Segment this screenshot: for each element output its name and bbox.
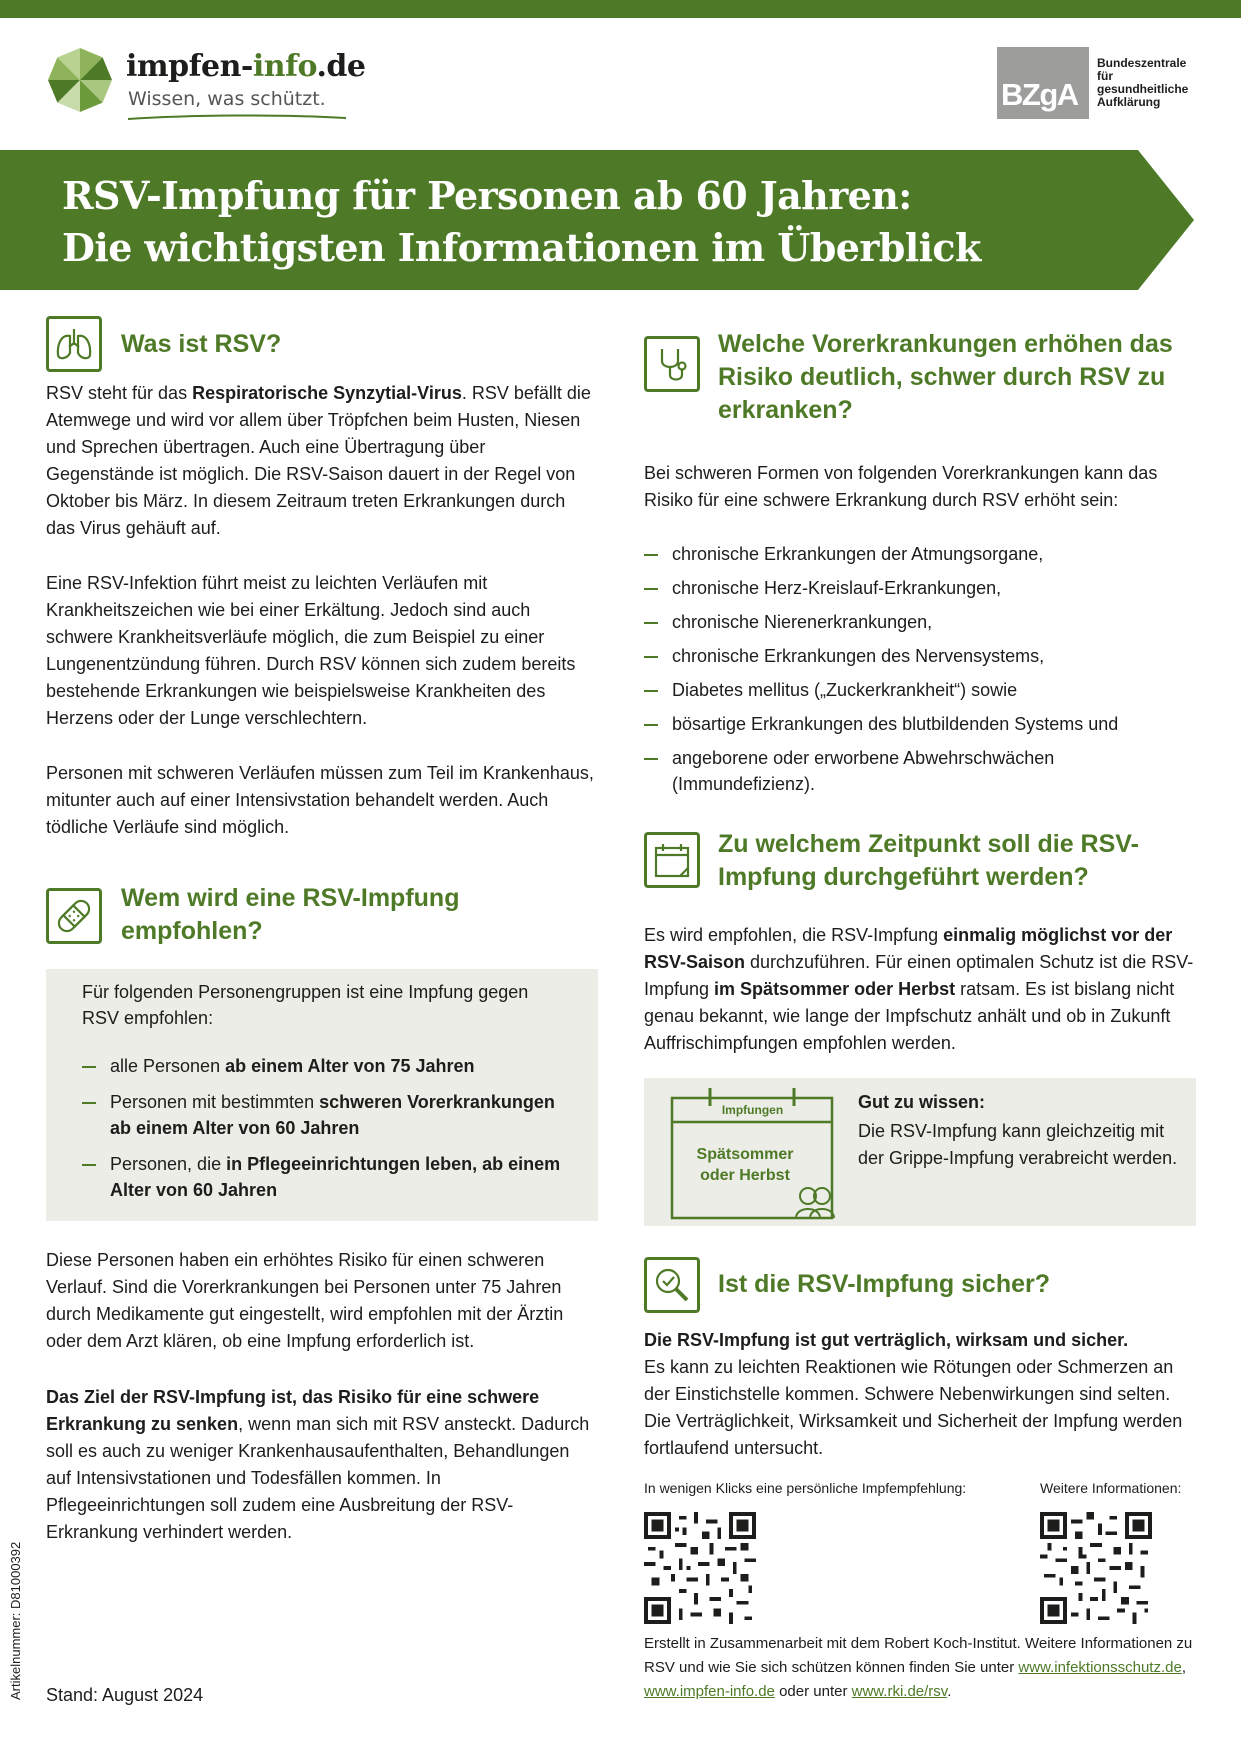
- paragraph-rsv-infection: Eine RSV-Infektion führt meist zu leichten Verläufen mit Krankheitszeichen wie bei einer Erkältung. Jedoch sind auch schwere Krankheitsverläufe möglich, die zum Beispiel zu einer Lungenentzündung führen. Durch RSV können sich zudem bereits bestehende Erkrankungen wie beispielsweise Krankheiten des Herzens oder der Lunge verschlechtern.: [46, 573, 576, 728]
- logo-claim: Wissen, was schützt.: [128, 88, 326, 110]
- stand-date: Stand: August 2024: [46, 1685, 204, 1705]
- vorerkrankungen-list: [644, 541, 1184, 797]
- calendar-icon: [644, 832, 700, 888]
- tip-box: [644, 1078, 1196, 1226]
- impfen-info-logo[interactable]: [46, 46, 376, 120]
- section-heading-wem-empfohlen: Wem wird eine RSV-Impfung empfohlen?: [121, 884, 460, 945]
- logo-swoosh: [128, 112, 348, 122]
- link-impfen-info[interactable]: www.impfen-info.de: [644, 1683, 775, 1700]
- paragraph-rsv-definition: RSV steht für das Respiratorische Synzytial-Virus. RSV befällt die Atemwege und wird vor allem über Tröpfchen beim Husten, Niesen und Sprechen übertragen. Auch eine Übertragung über Gegenstände ist möglich. Die RSV-Saison dauert in der Regel von Oktober bis März. In diesem Zeitraum treten Erkrankungen durch das Virus gehäuft auf.: [46, 383, 591, 538]
- recommendation-list: [82, 1053, 562, 1203]
- qr-code-impfempfehlung[interactable]: [644, 1512, 756, 1624]
- footer-note: Erstellt in Zusammenarbeit mit dem Robert Koch-Institut. Weitere Informationen zu RSV und wie Sie sich schützen können finden Sie unter www.infektionsschutz.de, www.impfen-info.de oder unter www.rki.de/rsv.: [644, 1635, 1193, 1700]
- list-item: chronische Erkrankungen der Atmungsorgane,: [644, 541, 1184, 567]
- page-title: RSV-Impfung für Personen ab 60 Jahren: Die wichtigsten Informationen im Überblick: [62, 173, 981, 270]
- list-item: Personen mit bestimmten schweren Vorerkrankungen ab einem Alter von 60 Jahren: [82, 1089, 562, 1141]
- section-heading-sicher: Ist die RSV-Impfung sicher?: [718, 1270, 1050, 1298]
- section-heading-was-ist-rsv: Was ist RSV?: [121, 330, 282, 358]
- tip-text: Die RSV-Impfung kann gleichzeitig mit der Grippe-Impfung verabreicht werden.: [858, 1121, 1178, 1168]
- qr-label-right: Weitere Informationen:: [1040, 1480, 1182, 1496]
- paragraph-sicherheit: Die RSV-Impfung ist gut verträglich, wirksam und sicher. Es kann zu leichten Reaktionen wie Rötungen oder Schmerzen an der Einstichstelle kommen. Schwere Nebenwirkungen sind selten. Die Verträglichkeit, Wirksamkeit und Sicherheit der Impfung werden fortlaufend untersucht.: [644, 1330, 1183, 1458]
- list-item: Personen, die in Pflegeeinrichtungen leben, ab einem Alter von 60 Jahren: [82, 1151, 562, 1203]
- umbrella-logo-icon: [46, 46, 114, 114]
- list-item: chronische Herz-Kreislauf-Erkrankungen,: [644, 575, 1184, 601]
- list-item: chronische Erkrankungen des Nervensystems,: [644, 643, 1184, 669]
- qr-code-weitere-informationen[interactable]: [1040, 1512, 1152, 1624]
- recommendation-box: [46, 969, 598, 1221]
- article-number: Artikelnummer: D81000392: [8, 1541, 23, 1700]
- recommendation-intro: Für folgenden Personengruppen ist eine Impfung gegen RSV empfohlen:: [82, 982, 529, 1028]
- bzga-name: Bundeszentrale für gesundheitliche Aufklärung: [1097, 56, 1189, 109]
- bzga-mark: BZgA: [997, 47, 1089, 119]
- section-heading-zeitpunkt: Zu welchem Zeitpunkt soll die RSV- Impfung durchgeführt werden?: [718, 830, 1139, 891]
- list-item: angeborene oder erworbene Abwehrschwächen (Immundefizienz).: [644, 745, 1184, 797]
- stethoscope-icon: [644, 336, 700, 392]
- paragraph-rsv-hospital: Personen mit schweren Verläufen müssen zum Teil im Krankenhaus, mitunter auch auf einer Intensivstation behandelt werden. Auch tödliche Verläufe sind möglich.: [46, 763, 594, 837]
- link-infektionsschutz[interactable]: www.infektionsschutz.de: [1018, 1659, 1182, 1676]
- bandage-icon: [46, 888, 102, 944]
- logo-wordmark: impfen-info.de: [126, 49, 366, 84]
- title-banner: [0, 150, 1195, 290]
- calendar-label: Impfungen: [721, 1103, 784, 1117]
- section-heading-vorerkrankungen: Welche Vorerkrankungen erhöhen das Risiko deutlich, schwer durch RSV zu erkranken?: [718, 330, 1173, 424]
- magnifier-check-icon: [644, 1257, 700, 1313]
- paragraph-vorerkrankungen-intro: Bei schweren Formen von folgenden Vorerkrankungen kann das Risiko für eine schwere Erkrankung durch RSV erhöht sein:: [644, 463, 1158, 510]
- paragraph-goal: Das Ziel der RSV-Impfung ist, das Risiko für eine schwere Erkrankung zu senken, wenn man sich mit RSV ansteckt. Dadurch soll es auch zu weniger Krankenhausaufenthalten, Behandlungen auf Intensivstationen und Todesfällen kommen. In Pflegeeinrichtungen soll zudem eine Ausbreitung der RSV-Erkrankung verhindert werden.: [46, 1387, 590, 1542]
- bzga-logo[interactable]: [997, 47, 1197, 119]
- top-color-bar: [0, 0, 1241, 18]
- paragraph-risk: Diese Personen haben ein erhöhtes Risiko für einen schweren Verlauf. Sind die Vorerkrankungen bei Personen unter 75 Jahren durch Medikamente gut eingestellt, wird empfohlen mit der Ärztin oder dem Arzt klären, ob eine Impfung erforderlich ist.: [46, 1250, 564, 1351]
- list-item: Diabetes mellitus („Zuckerkrankheit“) sowie: [644, 677, 1184, 703]
- paragraph-zeitpunkt: Es wird empfohlen, die RSV-Impfung einmalig möglichst vor der RSV-Saison durchzuführen. Für einen optimalen Schutz ist die RSV-Impfung im Spätsommer oder Herbst ratsam. Es ist bislang nicht genau bekannt, wie lange der Impfschutz anhält und ob in Zukunft Auffrischimpfungen empfohlen werden.: [644, 925, 1194, 1053]
- qr-label-left: In wenigen Klicks eine persönliche Impfempfehlung:: [644, 1480, 967, 1496]
- list-item: alle Personen ab einem Alter von 75 Jahren: [82, 1053, 562, 1079]
- list-item: bösartige Erkrankungen des blutbildenden Systems und: [644, 711, 1184, 737]
- lungs-icon: [46, 316, 102, 372]
- list-item: chronische Nierenerkrankungen,: [644, 609, 1184, 635]
- link-rki-rsv[interactable]: www.rki.de/rsv: [851, 1683, 948, 1700]
- calendar-season: Spätsommer oder Herbst: [696, 1146, 794, 1184]
- tip-title: Gut zu wissen:: [858, 1092, 986, 1112]
